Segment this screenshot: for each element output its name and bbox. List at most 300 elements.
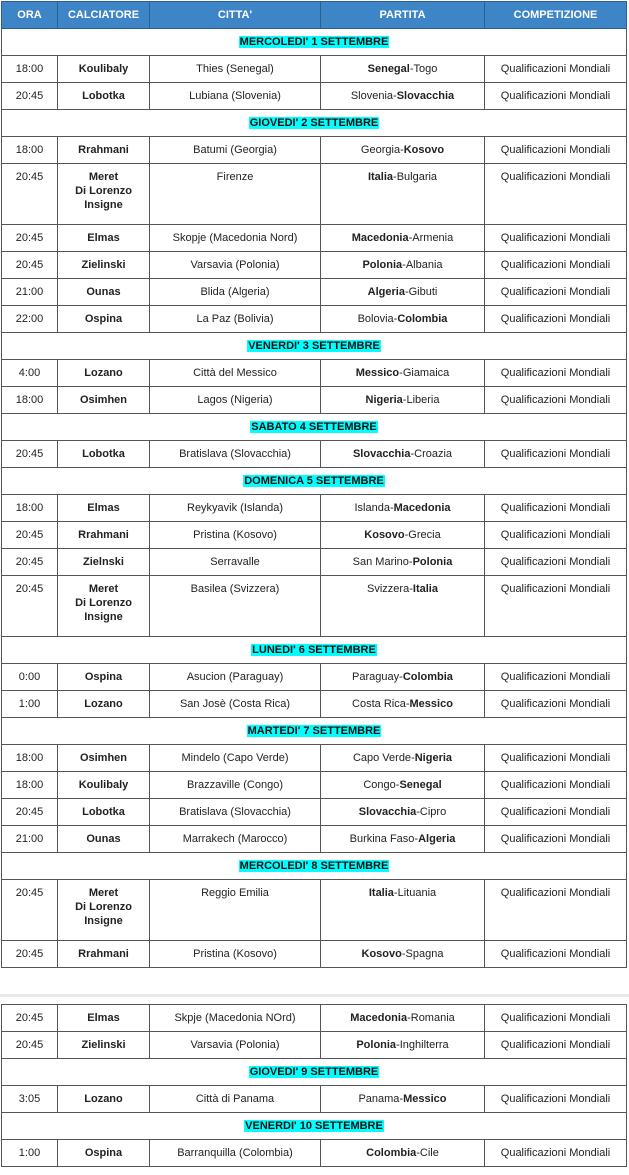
match-cell	[321, 576, 485, 637]
header-citta: CITTA'	[150, 2, 321, 29]
home-team: Algeria	[367, 286, 405, 298]
match-cell	[321, 1032, 485, 1059]
player-cell	[58, 441, 150, 468]
match-cell	[321, 306, 485, 333]
match-cell	[321, 279, 485, 306]
player-cell	[58, 164, 150, 225]
player-cell	[58, 360, 150, 387]
city-cell: Città di Panama	[150, 1086, 321, 1113]
match-row	[2, 495, 627, 522]
player-cell	[58, 772, 150, 799]
away-team: Togo	[413, 63, 438, 75]
competition-cell: Qualificazioni Mondiali	[485, 56, 627, 83]
match-row	[2, 664, 627, 691]
day-label: LUNEDI' 6 SETTEMBRE	[252, 644, 376, 656]
day-header-row	[2, 333, 627, 360]
match-cell	[321, 387, 485, 414]
away-team: Nigeria	[414, 752, 453, 764]
header-ora: ORA	[2, 2, 58, 29]
away-team: Cile	[419, 1147, 439, 1159]
day-header-row	[2, 718, 627, 745]
match-separator: -	[402, 259, 406, 271]
day-header-row	[2, 468, 627, 495]
header-partita: PARTITA	[321, 2, 485, 29]
header-row	[2, 2, 627, 29]
match-separator: -	[389, 502, 394, 514]
match-separator: -	[393, 313, 398, 325]
player-name: Koulibaly	[78, 779, 129, 791]
city-cell: Bratislava (Slovacchia)	[150, 799, 321, 826]
city-cell: Asucion (Paraguay)	[150, 664, 321, 691]
match-separator: -	[393, 887, 398, 899]
competition-cell: Qualificazioni Mondiali	[485, 1086, 627, 1113]
day-label: MERCOLEDI' 8 SETTEMBRE	[239, 860, 389, 872]
home-team: Paraguay	[352, 671, 400, 683]
home-team: Messico	[355, 367, 400, 379]
player-name: Lobotka	[82, 90, 125, 102]
city-cell: Pristina (Kosovo)	[150, 522, 321, 549]
day-header-row	[2, 853, 627, 880]
player-name: Ospina	[84, 1147, 123, 1159]
home-team: Slovacchia	[352, 448, 411, 460]
header-competizione: COMPETIZIONE	[485, 2, 627, 29]
match-cell	[321, 549, 485, 576]
city-cell: Reykyavik (Islanda)	[150, 495, 321, 522]
away-team: Armenia	[412, 232, 454, 244]
day-header-cell	[2, 637, 627, 664]
match-row	[2, 1086, 627, 1113]
match-cell	[321, 941, 485, 968]
time-cell: 20:45	[2, 441, 58, 468]
home-team: Islanda	[354, 502, 390, 514]
city-cell: Barranquilla (Colombia)	[150, 1140, 321, 1167]
match-row	[2, 1005, 627, 1032]
match-row	[2, 279, 627, 306]
away-team: Senegal	[399, 779, 442, 791]
competition-cell: Qualificazioni Mondiali	[485, 549, 627, 576]
competition-cell: Qualificazioni Mondiali	[485, 799, 627, 826]
match-row	[2, 941, 627, 968]
home-team: Kosovo	[364, 529, 405, 541]
match-cell	[321, 83, 485, 110]
time-cell: 4:00	[2, 360, 58, 387]
player-cell	[58, 745, 150, 772]
player-cell	[58, 137, 150, 164]
match-separator: -	[408, 232, 413, 244]
match-separator: -	[407, 1012, 411, 1024]
time-cell: 20:45	[2, 83, 58, 110]
day-header-cell	[2, 853, 627, 880]
match-cell	[321, 1086, 485, 1113]
away-team: Lituania	[397, 887, 437, 899]
city-cell: Pristina (Kosovo)	[150, 941, 321, 968]
home-team: Macedonia	[351, 232, 409, 244]
match-cell	[321, 799, 485, 826]
player-name: Lobotka	[82, 448, 125, 460]
match-cell	[321, 56, 485, 83]
match-separator: -	[395, 779, 400, 791]
time-cell: 18:00	[2, 387, 58, 414]
competition-cell: Qualificazioni Mondiali	[485, 225, 627, 252]
match-cell	[321, 1005, 485, 1032]
match-row	[2, 225, 627, 252]
day-header-row	[2, 110, 627, 137]
match-row	[2, 576, 627, 637]
city-cell: Città del Messico	[150, 360, 321, 387]
city-cell: Marrakech (Marocco)	[150, 826, 321, 853]
time-cell: 3:05	[2, 1086, 58, 1113]
player-cell	[58, 799, 150, 826]
time-cell: 18:00	[2, 745, 58, 772]
match-cell	[321, 441, 485, 468]
match-row	[2, 880, 627, 941]
competition-cell: Qualificazioni Mondiali	[485, 772, 627, 799]
time-cell: 18:00	[2, 137, 58, 164]
city-cell: Lagos (Nigeria)	[150, 387, 321, 414]
time-cell: 1:00	[2, 1140, 58, 1167]
competition-cell: Qualificazioni Mondiali	[485, 360, 627, 387]
match-separator: -	[411, 752, 415, 764]
away-team: Grecia	[408, 529, 441, 541]
home-team: Svizzera	[367, 583, 410, 595]
match-row	[2, 56, 627, 83]
day-header-row	[2, 1059, 627, 1086]
away-team: Liberia	[406, 394, 440, 406]
city-cell: Batumi (Georgia)	[150, 137, 321, 164]
player-name: Ospina	[84, 313, 123, 325]
city-cell: Thies (Senegal)	[150, 56, 321, 83]
player-cell	[58, 549, 150, 576]
match-separator: -	[405, 698, 410, 710]
player-cell	[58, 664, 150, 691]
home-team: Slovacchia	[358, 806, 417, 818]
day-label: SABATO 4 SETTEMBRE	[251, 421, 377, 433]
competition-cell: Qualificazioni Mondiali	[485, 1005, 627, 1032]
city-cell: Serravalle	[150, 549, 321, 576]
city-cell: Reggio Emilia	[150, 880, 321, 941]
time-cell: 21:00	[2, 279, 58, 306]
day-header-cell	[2, 1113, 627, 1140]
day-header-cell	[2, 1059, 627, 1086]
player-name: Rrahmani	[78, 144, 129, 156]
match-row	[2, 826, 627, 853]
player-cell	[58, 1032, 150, 1059]
competition-cell: Qualificazioni Mondiali	[485, 495, 627, 522]
player-cell	[58, 83, 150, 110]
match-row	[2, 522, 627, 549]
player-name: Zielnski	[83, 556, 124, 568]
match-cell	[321, 252, 485, 279]
city-cell: Blida (Algeria)	[150, 279, 321, 306]
competition-cell: Qualificazioni Mondiali	[485, 83, 627, 110]
home-team: Congo	[363, 779, 396, 791]
player-name: Ospina	[84, 671, 123, 683]
away-team: Kosovo	[403, 144, 445, 156]
match-row	[2, 691, 627, 718]
match-separator: -	[399, 1093, 404, 1105]
home-team: Nigeria	[365, 394, 403, 406]
player-cell	[58, 56, 150, 83]
time-cell: 20:45	[2, 880, 58, 941]
player-cell	[58, 225, 150, 252]
player-name: Lobotka	[82, 806, 125, 818]
match-row	[2, 83, 627, 110]
match-cell	[321, 360, 485, 387]
day-label: VENERDI' 10 SETTEMBRE	[245, 1120, 383, 1132]
time-cell: 20:45	[2, 164, 58, 225]
away-team: Cipro	[419, 806, 447, 818]
player-name: Ounas	[86, 833, 121, 845]
header-calciatore: CALCIATORE	[58, 2, 150, 29]
match-cell	[321, 772, 485, 799]
competition-cell: Qualificazioni Mondiali	[485, 137, 627, 164]
city-cell: Skopje (Macedonia Nord)	[150, 225, 321, 252]
day-header-cell	[2, 468, 627, 495]
time-cell: 18:00	[2, 56, 58, 83]
player-cell	[58, 387, 150, 414]
time-cell: 21:00	[2, 826, 58, 853]
time-cell: 20:45	[2, 1005, 58, 1032]
time-cell: 20:45	[2, 1032, 58, 1059]
away-team: Romania	[410, 1012, 455, 1024]
match-cell	[321, 664, 485, 691]
city-cell: Firenze	[150, 164, 321, 225]
home-team: Slovenia	[350, 90, 394, 102]
home-team: Macedonia	[350, 1012, 408, 1024]
competition-cell: Qualificazioni Mondiali	[485, 279, 627, 306]
time-cell: 18:00	[2, 772, 58, 799]
match-row	[2, 252, 627, 279]
match-separator: -	[402, 394, 407, 406]
match-separator: -	[393, 90, 397, 102]
match-separator: -	[404, 529, 409, 541]
competition-cell: Qualificazioni Mondiali	[485, 691, 627, 718]
home-team: Bolovia	[357, 313, 394, 325]
page-break-line	[0, 994, 629, 997]
city-cell: La Paz (Bolivia)	[150, 306, 321, 333]
day-label: MERCOLEDI' 1 SETTEMBRE	[239, 36, 389, 48]
time-cell: 1:00	[2, 691, 58, 718]
competition-cell: Qualificazioni Mondiali	[485, 880, 627, 941]
away-team: Messico	[409, 698, 453, 710]
day-label: GIOVEDI' 9 SETTEMBRE	[249, 1066, 379, 1078]
away-team: Bulgaria	[396, 171, 438, 183]
match-row	[2, 549, 627, 576]
home-team: Italia	[368, 887, 394, 899]
city-cell: Lubiana (Slovenia)	[150, 83, 321, 110]
match-separator: -	[393, 171, 397, 183]
time-cell: 20:45	[2, 576, 58, 637]
day-header-cell	[2, 718, 627, 745]
player-name: Rrahmani	[78, 948, 129, 960]
away-team: Colombia	[397, 313, 448, 325]
day-header-row	[2, 637, 627, 664]
player-name: Ounas	[86, 286, 121, 298]
player-name: Lozano	[84, 367, 123, 379]
match-cell	[321, 495, 485, 522]
match-cell	[321, 164, 485, 225]
day-label: GIOVEDI' 2 SETTEMBRE	[249, 117, 379, 129]
competition-cell: Qualificazioni Mondiali	[485, 252, 627, 279]
day-header-row	[2, 29, 627, 56]
match-cell	[321, 880, 485, 941]
player-cell	[58, 691, 150, 718]
match-row	[2, 799, 627, 826]
city-cell: Varsavia (Polonia)	[150, 252, 321, 279]
player-name: Elmas	[87, 232, 120, 244]
match-cell	[321, 745, 485, 772]
match-row	[2, 306, 627, 333]
day-header-cell	[2, 110, 627, 137]
day-label: DOMENICA 5 SETTEMBRE	[244, 475, 384, 487]
city-cell: San Josè (Costa Rica)	[150, 691, 321, 718]
match-row	[2, 360, 627, 387]
home-team: Polonia	[362, 259, 403, 271]
schedule-table-2	[1, 1004, 627, 1167]
match-row	[2, 441, 627, 468]
match-cell	[321, 826, 485, 853]
player-name: Meret Di Lorenzo Insigne	[75, 171, 132, 211]
match-row	[2, 137, 627, 164]
day-header-cell	[2, 29, 627, 56]
away-team: Giamaica	[402, 367, 450, 379]
table-body-1	[2, 29, 627, 968]
away-team: Polonia	[412, 556, 453, 568]
away-team: Macedonia	[393, 502, 451, 514]
page-break	[0, 981, 629, 1001]
match-separator: -	[409, 63, 414, 75]
match-separator: -	[408, 556, 413, 568]
player-name: Meret Di Lorenzo Insigne	[75, 583, 132, 623]
match-row	[2, 387, 627, 414]
city-cell: Bratislava (Slovacchia)	[150, 441, 321, 468]
match-separator: -	[416, 1147, 420, 1159]
competition-cell: Qualificazioni Mondiali	[485, 306, 627, 333]
player-cell	[58, 941, 150, 968]
day-header-cell	[2, 333, 627, 360]
table-body-2	[2, 1005, 627, 1167]
away-team: Messico	[403, 1093, 447, 1105]
home-team: Kosovo	[361, 948, 402, 960]
player-cell	[58, 1140, 150, 1167]
player-cell	[58, 826, 150, 853]
match-separator: -	[414, 833, 419, 845]
time-cell: 0:00	[2, 664, 58, 691]
city-cell: Varsavia (Polonia)	[150, 1032, 321, 1059]
match-separator: -	[410, 448, 415, 460]
match-separator: -	[396, 1039, 400, 1051]
competition-cell: Qualificazioni Mondiali	[485, 664, 627, 691]
player-name: Osimhen	[79, 394, 128, 406]
away-team: Spagna	[405, 948, 444, 960]
match-separator: -	[400, 144, 404, 156]
competition-cell: Qualificazioni Mondiali	[485, 441, 627, 468]
player-name: Elmas	[87, 1012, 120, 1024]
player-cell	[58, 306, 150, 333]
match-separator: -	[409, 583, 413, 595]
competition-cell: Qualificazioni Mondiali	[485, 941, 627, 968]
player-name: Osimhen	[79, 752, 128, 764]
match-row	[2, 1140, 627, 1167]
player-name: Zielinski	[81, 1039, 126, 1051]
competition-cell: Qualificazioni Mondiali	[485, 576, 627, 637]
player-cell	[58, 522, 150, 549]
day-header-row	[2, 414, 627, 441]
player-cell	[58, 279, 150, 306]
player-name: Elmas	[87, 502, 120, 514]
away-team: Colombia	[402, 671, 453, 683]
match-separator: -	[404, 286, 409, 298]
player-cell	[58, 880, 150, 941]
player-name: Rrahmani	[78, 529, 129, 541]
player-cell	[58, 576, 150, 637]
city-cell: Mindelo (Capo Verde)	[150, 745, 321, 772]
time-cell: 20:45	[2, 549, 58, 576]
player-cell	[58, 495, 150, 522]
match-separator: -	[401, 948, 406, 960]
time-cell: 20:45	[2, 941, 58, 968]
time-cell: 20:45	[2, 252, 58, 279]
match-cell	[321, 225, 485, 252]
home-team: Polonia	[356, 1039, 397, 1051]
competition-cell: Qualificazioni Mondiali	[485, 826, 627, 853]
home-team: Georgia	[360, 144, 401, 156]
time-cell: 22:00	[2, 306, 58, 333]
city-cell: Brazzaville (Congo)	[150, 772, 321, 799]
player-cell	[58, 252, 150, 279]
time-cell: 20:45	[2, 522, 58, 549]
away-team: Gibuti	[408, 286, 438, 298]
away-team: Albania	[405, 259, 443, 271]
match-row	[2, 1032, 627, 1059]
player-cell	[58, 1086, 150, 1113]
player-name: Lozano	[84, 1093, 123, 1105]
match-row	[2, 164, 627, 225]
match-cell	[321, 1140, 485, 1167]
player-name: Koulibaly	[78, 63, 129, 75]
home-team: Colombia	[366, 1147, 417, 1159]
competition-cell: Qualificazioni Mondiali	[485, 522, 627, 549]
city-cell: Basilea (Svizzera)	[150, 576, 321, 637]
away-team: Italia	[412, 583, 438, 595]
match-separator: -	[399, 671, 403, 683]
match-cell	[321, 522, 485, 549]
home-team: Italia	[367, 171, 394, 183]
home-team: San Marino	[352, 556, 409, 568]
match-separator: -	[399, 367, 403, 379]
match-cell	[321, 691, 485, 718]
time-cell: 20:45	[2, 225, 58, 252]
time-cell: 18:00	[2, 495, 58, 522]
home-team: Panama	[358, 1093, 400, 1105]
competition-cell: Qualificazioni Mondiali	[485, 164, 627, 225]
player-name: Lozano	[84, 698, 123, 710]
time-cell: 20:45	[2, 799, 58, 826]
day-header-cell	[2, 414, 627, 441]
city-cell: Skpje (Macedonia NOrd)	[150, 1005, 321, 1032]
competition-cell: Qualificazioni Mondiali	[485, 387, 627, 414]
player-cell	[58, 1005, 150, 1032]
home-team: Burkina Faso	[349, 833, 415, 845]
competition-cell: Qualificazioni Mondiali	[485, 1032, 627, 1059]
away-team: Algeria	[418, 833, 456, 845]
day-label: MARTEDI' 7 SETTEMBRE	[247, 725, 381, 737]
competition-cell: Qualificazioni Mondiali	[485, 745, 627, 772]
home-team: Senegal	[367, 63, 410, 75]
away-team: Croazia	[414, 448, 453, 460]
player-name: Meret Di Lorenzo Insigne	[75, 887, 132, 927]
away-team: Inghilterra	[399, 1039, 449, 1051]
